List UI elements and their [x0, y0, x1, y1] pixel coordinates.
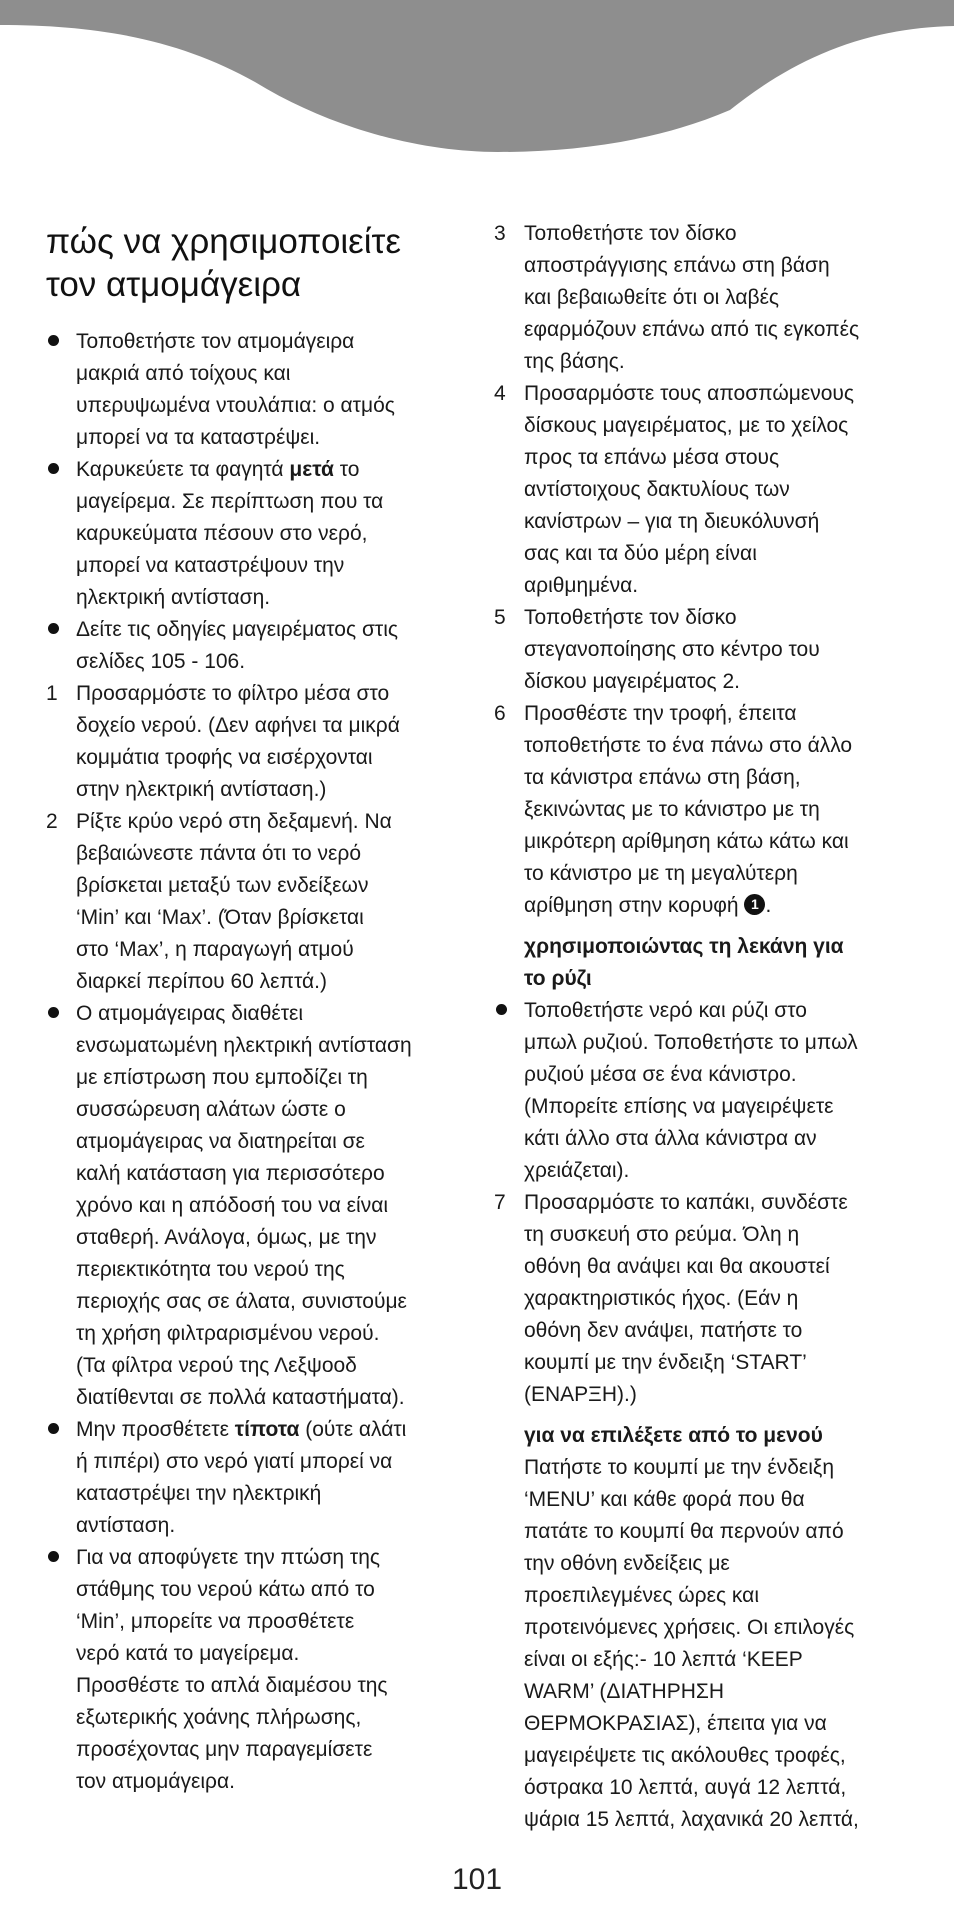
list-marker — [46, 326, 70, 358]
text-line: μικρότερη αρίθμηση κάτω κάτω και — [524, 830, 849, 853]
list-item — [46, 1414, 466, 1542]
text-line — [76, 454, 466, 486]
text-line: ξεκινώντας με το κάνιστρο με τη — [524, 798, 820, 821]
text-line: WARM’ (ΔΙΑΤΗΡΗΣΗ — [524, 1680, 725, 1703]
text-line: τα κάνιστρα επάνω στη βάση, — [524, 766, 801, 789]
bullet-icon — [48, 1007, 59, 1018]
text-line: αποστράγγισης επάνω στη βάση — [524, 254, 830, 277]
step-number: 1 — [46, 682, 58, 705]
list-item — [46, 1542, 466, 1798]
text-line: καρυκεύματα πέσουν στο νερό, — [76, 522, 368, 545]
text-line: για να επιλέξετε από το μενού — [524, 1424, 823, 1447]
text-line: ψάρια 15 λεπτά, λαχανικά 20 λεπτά, — [524, 1808, 859, 1831]
step-number: 7 — [494, 1191, 506, 1214]
paragraph — [494, 1452, 934, 1836]
text-line: προσέχοντας μην παραγεμίσετε — [76, 1738, 373, 1761]
text-line: καλή κατάσταση για περισσότερο — [76, 1162, 385, 1185]
text-line: τον ατμομάγειρα. — [76, 1770, 235, 1793]
header-wave-shape — [0, 0, 954, 152]
list-item — [46, 806, 466, 998]
text-line: Προσαρμόστε το καπάκι, συνδέστε — [524, 1191, 848, 1214]
text-line: μπορεί να τα καταστρέψει. — [76, 426, 321, 449]
text-line: αντίστοιχους δακτυλίους των — [524, 478, 790, 501]
text-line: σταθερή. Ανάλογα, όμως, με την — [76, 1226, 377, 1249]
text-line: χρειάζεται). — [524, 1159, 630, 1182]
bullet-icon — [48, 1551, 59, 1562]
text-run: (ούτε αλάτι — [299, 1418, 407, 1441]
text-line: στάθμης του νερού κάτω από το — [76, 1578, 375, 1601]
text-line: τη συσκευή στο ρεύμα. Όλη η — [524, 1223, 800, 1246]
text-line: είναι οι εξής:- 10 λεπτά ‘KEEP — [524, 1648, 803, 1671]
text-line: βεβαιώνεστε πάντα ότι το νερό — [76, 842, 362, 865]
text-line: (ΕΝΑΡΞΗ).) — [524, 1383, 637, 1406]
text-line: χαρακτηριστικός ήχος. (Εάν η — [524, 1287, 799, 1310]
text-line: δίσκους μαγειρέματος, με το χείλος — [524, 414, 849, 437]
text-line: υπερυψωμένα ντουλάπια: ο ατμός — [76, 394, 395, 417]
title-line: τον ατμομάγειρα — [46, 265, 302, 304]
text-line: οθόνη δεν ανάψει, πατήστε το — [524, 1319, 803, 1342]
text-line: ‘MENU’ και κάθε φορά που θα — [524, 1488, 805, 1511]
text-line: αντίσταση. — [76, 1514, 176, 1537]
section-subheading — [494, 1420, 934, 1452]
text-line: Τοποθετήστε νερό και ρύζι στο — [524, 999, 807, 1022]
text-line: Τοποθετήστε τον δίσκο — [524, 222, 737, 245]
text-line — [76, 1414, 466, 1446]
figure-1-callout-icon: 1 — [744, 894, 765, 915]
list-marker — [46, 1414, 70, 1446]
text-line: Προσαρμόστε τους αποσπώμενους — [524, 382, 854, 405]
text-line: αριθμημένα. — [524, 574, 639, 597]
step-number: 3 — [494, 222, 506, 245]
list-item — [494, 378, 934, 602]
text-line — [524, 890, 934, 922]
step-number: 5 — [494, 606, 506, 629]
bullet-icon — [496, 1004, 507, 1015]
list-item — [494, 1187, 934, 1411]
text-line: Προσαρμόστε το φίλτρο μέσα στο — [76, 682, 390, 705]
text-line: χρόνο και η απόδοσή του να είναι — [76, 1194, 389, 1217]
text-line: ηλεκτρική αντίσταση. — [76, 586, 271, 609]
text-line: ατμομάγειρας να διατηρείται σε — [76, 1130, 365, 1153]
text-run: Μην προσθέτετε — [76, 1418, 235, 1441]
text-line: μπορεί να καταστρέψουν την — [76, 554, 345, 577]
text-line: στην ηλεκτρική αντίσταση.) — [76, 778, 327, 801]
text-line: με επίστρωση που εμποδίζει τη — [76, 1066, 368, 1089]
text-line: στο ‘Max’, η παραγωγή ατμού — [76, 938, 354, 961]
right-column — [494, 218, 934, 1836]
list-item — [494, 698, 934, 922]
text-line: διατίθενται σε πολλά καταστήματα). — [76, 1386, 405, 1409]
text-line: περιεκτικότητα του νερού της — [76, 1258, 345, 1281]
text-line: μπωλ ρυζιού. Τοποθετήστε το μπωλ — [524, 1031, 858, 1054]
text-run: το — [333, 458, 360, 481]
text-run: . — [765, 894, 772, 917]
bullet-icon — [48, 463, 59, 474]
text-line: (Τα φίλτρα νερού της Λεξψοοδ — [76, 1354, 357, 1377]
step-number: 6 — [494, 702, 506, 725]
page-title — [46, 220, 401, 306]
text-line: οθόνη θα ανάψει και θα ακουστεί — [524, 1255, 830, 1278]
text-line: τοποθετήστε το ένα πάνω στο άλλο — [524, 734, 853, 757]
text-line: και βεβαιωθείτε ότι οι λαβές — [524, 286, 780, 309]
bullet-icon — [48, 1423, 59, 1434]
text-line: ενσωματωμένη ηλεκτρική αντίσταση — [76, 1034, 412, 1057]
list-marker — [46, 454, 70, 486]
text-line: χρησιμοποιώντας τη λεκάνη για — [524, 935, 844, 958]
text-line: ή πιπέρι) στο νερό γιατί μπορεί να — [76, 1450, 393, 1473]
text-line: της βάσης. — [524, 350, 625, 373]
text-line: την οθόνη ενδείξεις με — [524, 1552, 730, 1575]
text-line: Ρίξτε κρύο νερό στη δεξαμενή. Να — [76, 810, 392, 833]
list-item — [46, 678, 466, 806]
text-line: κανίστρων – για τη διευκόλυνσή — [524, 510, 820, 533]
text-line: μαγείρεμα. Σε περίπτωση που τα — [76, 490, 384, 513]
list-item — [494, 218, 934, 378]
text-line: προτεινόμενες χρήσεις. Οι επιλογές — [524, 1616, 855, 1639]
text-line: μαγειρέψετε τις ακόλουθες τροφές, — [524, 1744, 846, 1767]
text-line: το ρύζι — [524, 967, 592, 990]
list-marker — [494, 995, 518, 1027]
text-line: Προσθέστε την τροφή, έπειτα — [524, 702, 797, 725]
text-line: Για να αποφύγετε την πτώση της — [76, 1546, 381, 1569]
text-line: συσσώρευση αλάτων ώστε ο — [76, 1098, 346, 1121]
text-line: Δείτε τις οδηγίες μαγειρέματος στις — [76, 618, 398, 641]
text-line: Τοποθετήστε τον ατμομάγειρα — [76, 330, 355, 353]
text-line: Πατήστε το κουμπί με την ένδειξη — [524, 1456, 835, 1479]
text-run: αρίθμηση στην κορυφή — [524, 894, 745, 917]
text-line: βρίσκεται μεταξύ των ενδείξεων — [76, 874, 369, 897]
text-line: Ο ατμομάγειρας διαθέτει — [76, 1002, 304, 1025]
title-line: πώς να χρησιμοποιείτε — [46, 222, 401, 261]
text-line: προεπιλεγμένες ώρες και — [524, 1584, 759, 1607]
list-item — [46, 326, 466, 454]
text-line: διαρκεί περίπου 60 λεπτά.) — [76, 970, 327, 993]
text-line: περιοχής σας σε άλατα, συνιστούμε — [76, 1290, 407, 1313]
page-number: 101 — [451, 1863, 503, 1896]
list-item — [46, 454, 466, 614]
list-marker — [46, 614, 70, 646]
text-line: Προσθέστε το απλά διαμέσου της — [76, 1674, 388, 1697]
text-line: εφαρμόζουν επάνω από τις εγκοπές — [524, 318, 860, 341]
emphasis-text: μετά — [289, 458, 334, 481]
text-line: τη χρήση φιλτραρισμένου νερού. — [76, 1322, 380, 1345]
text-line: δίσκου μαγειρέματος 2. — [524, 670, 741, 693]
text-line: όστρακα 10 λεπτά, αυγά 12 λεπτά, — [524, 1776, 847, 1799]
text-line: εξωτερικής χοάνης πλήρωσης, — [76, 1706, 362, 1729]
list-item — [46, 614, 466, 678]
step-number: 4 — [494, 382, 506, 405]
text-line: καταστρέψει την ηλεκτρική — [76, 1482, 322, 1505]
text-line: Τοποθετήστε τον δίσκο — [524, 606, 737, 629]
text-line: ‘Min’, μπορείτε να προσθέτετε — [76, 1610, 355, 1633]
text-line: κάτι άλλο στα άλλα κάνιστρα αν — [524, 1127, 817, 1150]
header-wave-decoration — [0, 0, 954, 160]
bullet-icon — [48, 623, 59, 634]
text-line: ‘Min’ και ‘Max’. (Όταν βρίσκεται — [76, 906, 364, 929]
list-item — [494, 995, 934, 1187]
text-line: δοχείο νερού. (Δεν αφήνει τα μικρά — [76, 714, 400, 737]
list-item — [46, 998, 466, 1414]
text-line: ΘΕΡΜΟΚΡΑΣΙΑΣ), έπειτα για να — [524, 1712, 827, 1735]
text-line: ρυζιού μέσα σε ένα κάνιστρο. — [524, 1063, 797, 1086]
list-marker — [46, 1542, 70, 1574]
list-marker — [46, 998, 70, 1030]
text-line: το κάνιστρο με τη μεγαλύτερη — [524, 862, 798, 885]
text-line: στεγανοποίησης στο κέντρο του — [524, 638, 820, 661]
text-line: μακριά από τοίχους και — [76, 362, 291, 385]
text-line: σελίδες 105 - 106. — [76, 650, 246, 673]
step-number: 2 — [46, 810, 58, 833]
bullet-icon — [48, 335, 59, 346]
section-subheading — [494, 931, 934, 995]
text-line: κομμάτια τροφής να εισέρχονται — [76, 746, 373, 769]
text-run: Καρυκεύετε τα φαγητά — [76, 458, 290, 481]
left-column — [46, 326, 466, 1798]
text-line: νερό κατά το μαγείρεμα. — [76, 1642, 300, 1665]
text-line: προς τα επάνω μέσα στους — [524, 446, 780, 469]
text-line: σας και τα δύο μέρη είναι — [524, 542, 757, 565]
text-line: (Μπορείτε επίσης να μαγειρέψετε — [524, 1095, 834, 1118]
text-line: κουμπί με την ένδειξη ‘START’ — [524, 1351, 807, 1374]
emphasis-text: τίποτα — [234, 1418, 300, 1441]
text-line: πατάτε το κουμπί θα περνούν από — [524, 1520, 844, 1543]
list-item — [494, 602, 934, 698]
